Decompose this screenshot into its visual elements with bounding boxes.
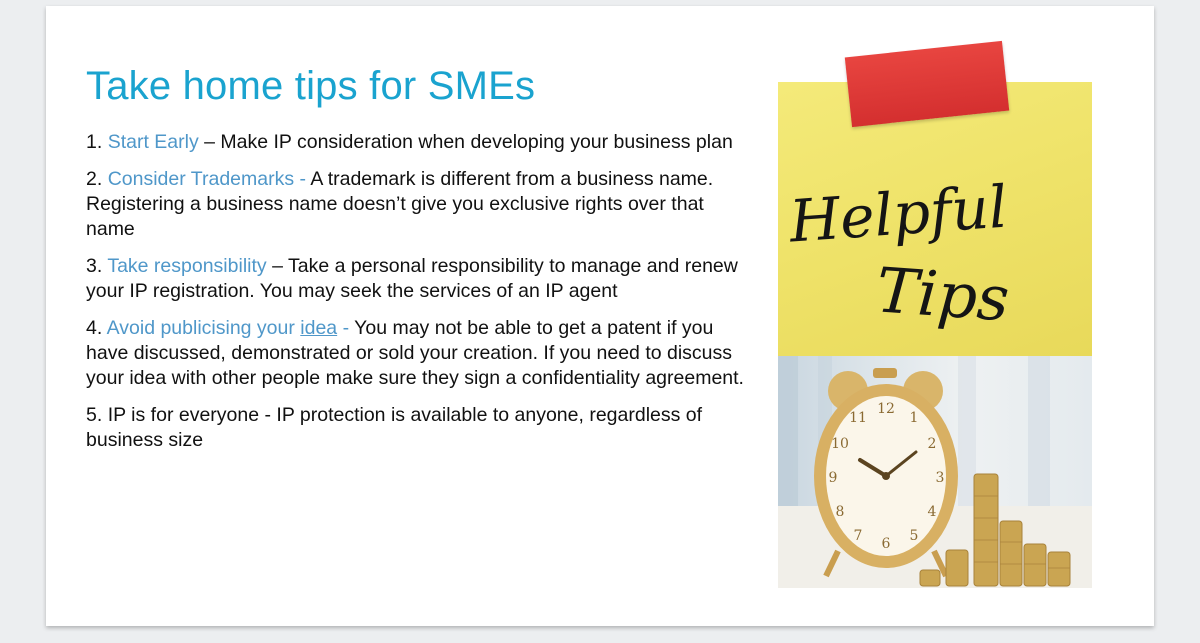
tip-body: A trademark is different from a business name. Registering a business name doesn’t give you exclusive rights over that name xyxy=(86,168,714,240)
tips-list xyxy=(86,130,756,465)
tip-item xyxy=(86,167,756,242)
tip-separator: - xyxy=(294,168,311,190)
helpful-tips-lettering xyxy=(778,82,1092,356)
svg-text:1: 1 xyxy=(909,410,919,426)
tip-heading: Avoid publicising your xyxy=(106,317,301,339)
sticky-note-image xyxy=(778,82,1092,356)
tip-item xyxy=(86,130,756,155)
slide-title: Take home tips for SMEs xyxy=(86,64,536,108)
svg-text:6: 6 xyxy=(881,536,891,552)
svg-text:12: 12 xyxy=(877,401,895,417)
svg-text:7: 7 xyxy=(853,528,863,544)
svg-text:3: 3 xyxy=(935,470,945,486)
tip-heading: Take responsibility xyxy=(107,255,267,277)
tip-item xyxy=(86,254,756,304)
svg-text:9: 9 xyxy=(828,470,838,486)
clock-coins-photo xyxy=(778,356,1092,588)
tip-heading: Consider Trademarks xyxy=(107,168,295,190)
tip-body: Take a personal responsibility to manage and renew your IP registration. You may seek the services of an IP agent xyxy=(86,255,738,302)
idea-link[interactable]: idea xyxy=(300,317,338,339)
clock-coins-illustration xyxy=(778,356,1092,588)
svg-text:11: 11 xyxy=(849,410,867,426)
svg-text:5: 5 xyxy=(909,528,919,544)
tip-number: 1. xyxy=(86,131,108,153)
tip-heading: Start Early xyxy=(107,131,199,153)
tip-item xyxy=(86,316,756,391)
tip-separator: – xyxy=(266,255,288,277)
tip-body: Make IP consideration when developing your business plan xyxy=(220,131,733,153)
tip-separator: - xyxy=(337,317,355,339)
tip-number: 5. xyxy=(86,404,108,426)
note-word-tips: Tips xyxy=(874,253,1012,336)
tip-number: 2. xyxy=(86,168,108,190)
svg-text:8: 8 xyxy=(835,504,845,520)
tip-number: 4. xyxy=(86,317,107,339)
svg-text:10: 10 xyxy=(831,436,849,452)
tip-body: IP is for everyone - IP protection is available to anyone, regardless of business size xyxy=(86,404,703,451)
tip-number: 3. xyxy=(86,255,108,277)
tip-separator: – xyxy=(198,131,221,153)
note-word-helpful: Helpful xyxy=(787,172,1010,256)
svg-text:4: 4 xyxy=(927,504,937,520)
svg-text:2: 2 xyxy=(927,436,937,452)
tip-item xyxy=(86,403,756,453)
tip-body: You may not be able to get a patent if you have discussed, demonstrated or sold your creation. If you need to discuss your idea with other people make sure they sign a confidentiality agreement. xyxy=(86,317,744,389)
